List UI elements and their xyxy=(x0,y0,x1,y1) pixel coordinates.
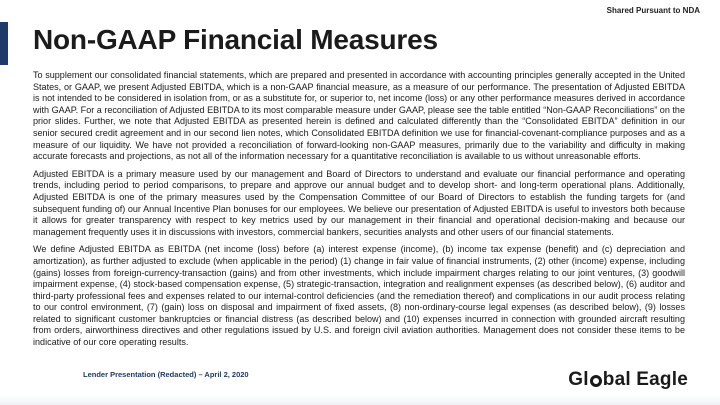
paragraph-usage: Adjusted EBITDA is a primary measure used by our management and Board of Directors to understand and evaluate our financial performance and operating trends, including period to period comparisons, to prepare and approve our annual budget and to develop short- and long-term operational plans. Additionally, Adjusted EBITDA is one of the primary measures used by the Compensation Committee of our Board of Directors to establish the funding targets for (and subsequent funding of) our Annual Incentive Plan bonuses for our employees. We believe our presentation of Adjusted EBITDA is useful to investors both because it allows for greater transparency with respect to key metrics used by our management in their financial and operational decision-making and because our management frequently uses it in discussions with investors, commercial bankers, securities analysts and other users of our financial statements. xyxy=(33,168,685,237)
company-logo xyxy=(568,369,688,391)
logo-globe-icon xyxy=(590,375,602,387)
accent-bar xyxy=(0,22,8,65)
paragraph-intro: To supplement our consolidated financial statements, which are prepared and presented in accordance with accounting principles generally accepted in the United States, or GAAP, we present Adjusted EBITDA, which is a non-GAAP financial measure, as a measure of our performance. The presentation of Adjusted EBITDA is not intended to be considered in isolation from, or as a substitute for, or superior to, net income (loss) or any other performance measures derived in accordance with GAAP. For a reconciliation of Adjusted EBITDA to its most comparable measure under GAAP, please see the table entitled “Non-GAAP Reconciliations” on the prior slides. Further, we note that Adjusted EBITDA as presented herein is defined and calculated differently than the “Consolidated EBITDA” definition in our senior secured credit agreement and in our second lien notes, which Consolidated EBITDA definition we use for financial-covenant-compliance purposes and as a measure of our liquidity. We have not provided a reconciliation of forward-looking non-GAAP measures, primarily due to the variability and difficulty in making accurate forecasts and projections, as not all of the information necessary for a quantitative reconciliation is available to us without unreasonable efforts. xyxy=(33,70,685,162)
page-title: Non-GAAP Financial Measures xyxy=(33,24,438,55)
confidentiality-notice: Shared Pursuant to NDA xyxy=(606,6,700,15)
paragraph-definition: We define Adjusted EBITDA as EBITDA (net income (loss) before (a) interest expense (income), (b) income tax expense (benefit) and (c) depreciation and amortization), as further adjusted to exclude (when applicable in the period) (1) change in fair value of financial instruments, (2) other (income) expense, including (gains) losses from foreign-currency-transaction (gains) and from other investments, which include impairment charges relating to our joint ventures, (3) goodwill impairment expense, (4) stock-based compensation expense, (5) strategic-transaction, integration and realignment expenses (as described below), (6) auditor and third-party professional fees and expenses related to our internal-control deficiencies (and the remediation thereof) and complications in our audit process relating to our control environment, (7) (gain) loss on disposal and impairment of fixed assets, (8) non-ordinary-course legal expenses (as described below), (9) losses related to significant customer bankruptcies or financial distress (as described below) and (10) expenses incurred in connection with grounded aircraft resulting from orders, airworthiness directives and other regulations issued by U.S. and foreign civil aviation authorities. Management does not consider these items to be indicative of our core operating results. xyxy=(33,244,685,348)
logo-text-end: bal Eagle xyxy=(602,369,688,390)
body-text xyxy=(33,70,685,355)
logo-text-start: Gl xyxy=(568,369,589,390)
bottom-shade xyxy=(0,395,720,405)
footer-presentation-label: Lender Presentation (Redacted) – April 2, 2020 xyxy=(83,370,249,379)
